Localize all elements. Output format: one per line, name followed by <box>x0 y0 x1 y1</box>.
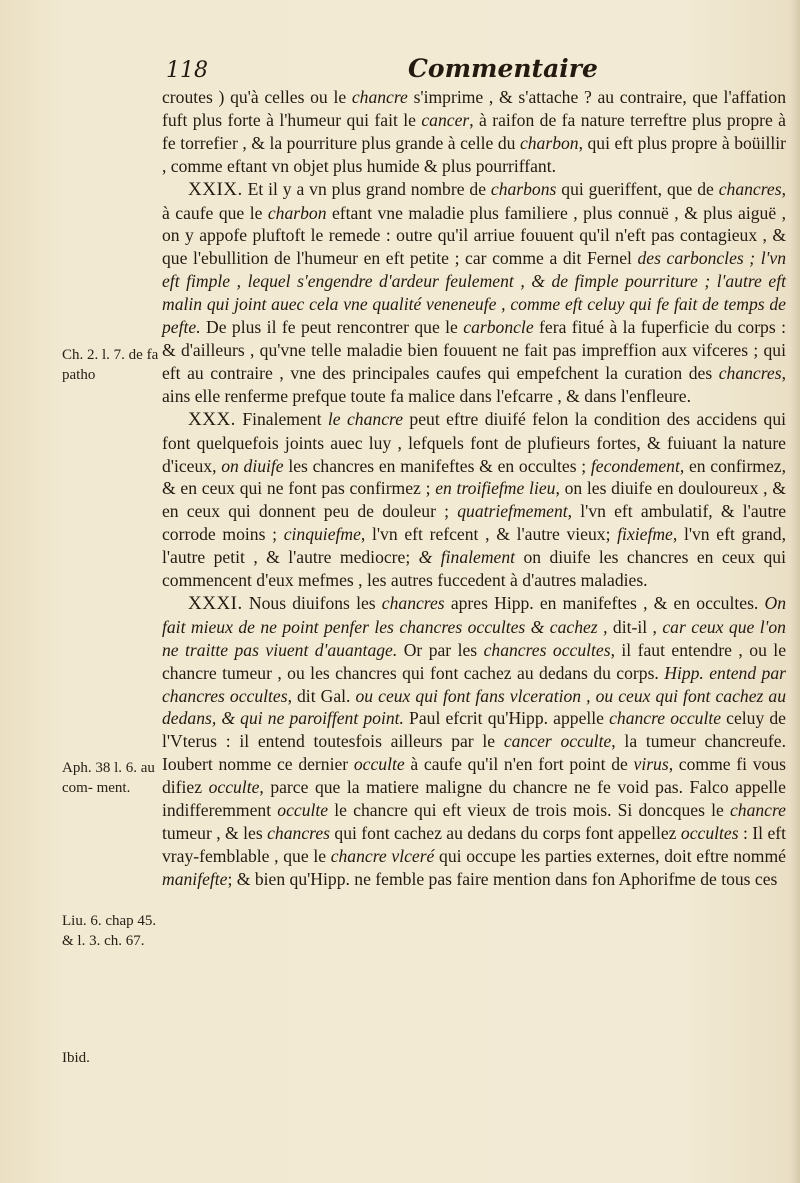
paragraph: croutes ) qu'à celles ou le chancre s'imprime , & s'attache ? au contraire, que l'affation fuft plus forte à l'humeur qui fait le cancer, à raifon de fa nature terreftre plus propre à fe torrefier , & la pourriture plus grande à celle du charbon, qui eft plus propre à boüillir , comme eftant vn objet plus humide & plus pourriffant. <box>162 87 787 176</box>
page-header <box>150 52 710 86</box>
page-edge-shadow <box>790 0 800 1183</box>
paragraph: XXIX. Et il y a vn plus grand nombre de charbons qui gueriffent, que de chancres, à caufe que le charbon eftant vne maladie plus familiere , plus connuë , & plus aiguë , on y appofe pluftoft le remede : outre qu'il arriue fouuent qu'il n'eft pas contagieux , & que l'ebullition de l'humeur en eft petite ; car comme a dit Fernel des carboncles ; l'vn eft fimple , lequel s'engendre d'ardeur feulement , & de fimple pourriture ; l'autre eft malin qui joint auec cela vne qualité veneneufe , comme eft celuy qui fe fait de temps de pefte. De plus il fe peut rencontrer que le carboncle fera fitué à la fuperficie du corps : & d'ailleurs , qu'vne telle maladie bien fouuent ne fait pas impreffion aux vifceres ; qui eft au contraire , vne des principales caufes qui empefchent la curation des chancres, ains elle renferme prefque toute fa malice dans l'efcarre , & dans l'enfleure. <box>162 178 786 406</box>
margin-note: Ibid. <box>62 1050 90 1066</box>
section-number: XXX. <box>188 408 236 430</box>
paragraph: XXXI. Nous diuifons les chancres apres Hipp. en manifeftes , & en occultes. On fait mieux de ne point penfer les chancres occultes & cachez , dit-il , car ceux que l'on ne traitte pas viuent d'auantage. Or par les chancres occultes, il faut entendre , ou le chancre tumeur , ou les chancres qui font cachez au dedans du corps. Hipp. entend par chancres occultes, dit Gal. ou ceux qui font fans vlceration , ou ceux qui font cachez au dedans, & qui ne paroiffent point. Paul efcrit qu'Hipp. appelle chancre occulte celuy de l'Vterus : il entend toutesfois ailleurs par le cancer occulte, la tumeur chancreufe. Ioubert nomme ce dernier occulte à caufe qu'il n'en fort point de virus, comme fi vous difiez occulte, parce que la matiere maligne du chancre ne fe void pas. Falco appelle indifferemment occulte le chancre qui eft vieux de trois mois. Si doncques le chancre tumeur , & les chancres qui font cachez au dedans du corps font appellez occultes : Il eft vray-femblable , que le chancre vlceré qui occupe les parties externes, doit eftre nommé manifefte; & bien qu'Hipp. ne femble pas faire mention dans fon Aphorifme de tous ces <box>162 592 787 889</box>
section-number: XXIX. <box>188 178 243 200</box>
body-text <box>162 86 786 891</box>
section-number: XXXI. <box>188 592 243 614</box>
margin-note: Ch. 2. l. 7. de fa patho <box>62 347 159 383</box>
running-head: Commentaire <box>408 54 598 83</box>
page-number: 118 <box>166 58 208 83</box>
margin-note: Liu. 6. chap 45. & l. 3. ch. 67. <box>62 913 157 949</box>
paragraph: XXX. Finalement le chancre peut eftre diuifé felon la condition des accidens qui font quelquefois joints auec luy , lefquels font de plufieurs fortes, & fuiuant la nature d'iceux, on diuife les chancres en manifeftes & en occultes ; fecondement, en confirmez, & en ceux qui ne font pas confirmez ; en troifiefme lieu, on les diuife en douloureux , & en ceux qui donnent peu de douleur ; quatriefmement, l'vn eft ambulatif, & l'autre corrode moins ; cinquiefme, l'vn eft refcent , & l'autre vieux; fixiefme, l'vn eft grand, l'autre petit , & l'autre mediocre; & finalement on diuife les chancres en ceux qui commencent d'eux mefmes , les autres fuccedent à d'autres maladies. <box>162 408 787 591</box>
margin-note: Aph. 38 l. 6. au com- ment. <box>62 760 155 796</box>
